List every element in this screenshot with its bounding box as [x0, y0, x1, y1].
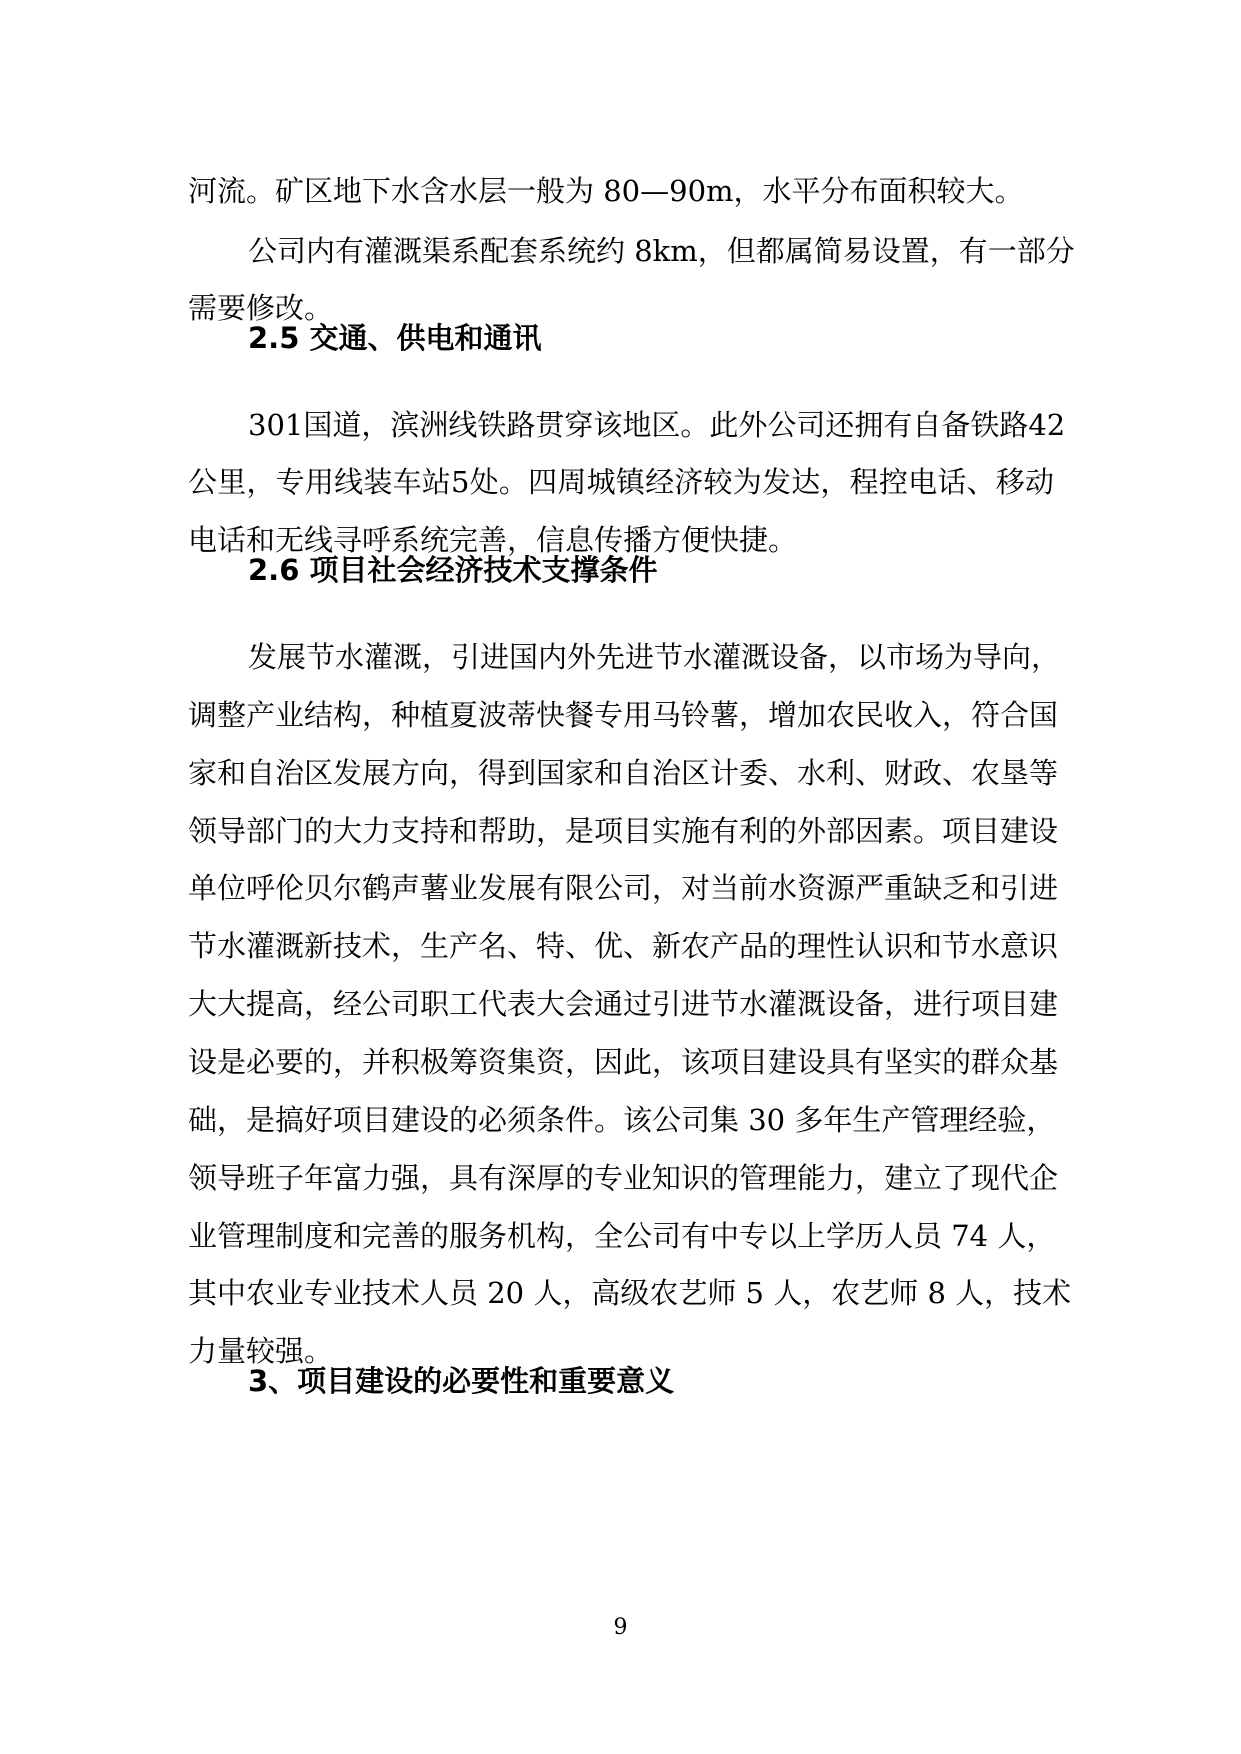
text-line: 发展节水灌溉，引进国内外先进节水灌溉设备，以市场为导向，: [248, 640, 1061, 674]
text-line: 础，是搞好项目建设的必须条件。该公司集 30 多年生产管理经验，: [188, 1103, 1056, 1137]
text-line: 设是必要的，并积极筹资集资，因此，该项目建设具有坚实的群众基: [188, 1045, 1059, 1079]
text-line: 需要修改。: [188, 291, 334, 325]
text-line: 力量较强。: [188, 1334, 334, 1368]
text-line: 301国道，滨洲线铁路贯穿该地区。此外公司还拥有自备铁路42: [248, 408, 1066, 442]
section-heading-2-6: 2.6 项目社会经济技术支撑条件: [248, 553, 658, 587]
page-number: 9: [613, 1615, 628, 1640]
section-heading-3: 3、项目建设的必要性和重要意义: [248, 1364, 675, 1398]
text-line: 电话和无线寻呼系统完善，信息传播方便快捷。: [188, 523, 798, 557]
text-line: 调整产业结构，种植夏波蒂快餐专用马铃薯，增加农民收入，符合国: [188, 698, 1059, 732]
section-heading-2-5: 2.5 交通、供电和通讯: [248, 321, 542, 355]
text-line: 业管理制度和完善的服务机构，全公司有中专以上学历人员 74 人，: [188, 1219, 1056, 1253]
text-line: 家和自治区发展方向，得到国家和自治区计委、水利、财政、农垦等: [188, 756, 1059, 790]
text-line: 河流。矿区地下水含水层一般为 80—90m，水平分布面积较大。: [188, 174, 1024, 208]
text-line: 单位呼伦贝尔鹤声薯业发展有限公司，对当前水资源严重缺乏和引进: [188, 871, 1059, 905]
text-line: 公司内有灌溉渠系配套系统约 8km，但都属简易设置，有一部分: [248, 234, 1075, 268]
text-line: 领导部门的大力支持和帮助，是项目实施有利的外部因素。项目建设: [188, 814, 1059, 848]
text-line: 领导班子年富力强，具有深厚的专业知识的管理能力，建立了现代企: [188, 1161, 1059, 1195]
text-line: 公里，专用线装车站5处。四周城镇经济较为发达，程控电话、移动: [188, 465, 1054, 499]
text-line: 其中农业专业技术人员 20 人，高级农艺师 5 人，农艺师 8 人，技术: [188, 1276, 1072, 1310]
text-line: 大大提高，经公司职工代表大会通过引进节水灌溉设备，进行项目建: [188, 987, 1059, 1021]
text-line: 节水灌溉新技术，生产名、特、优、新农产品的理性认识和节水意识: [188, 929, 1059, 963]
